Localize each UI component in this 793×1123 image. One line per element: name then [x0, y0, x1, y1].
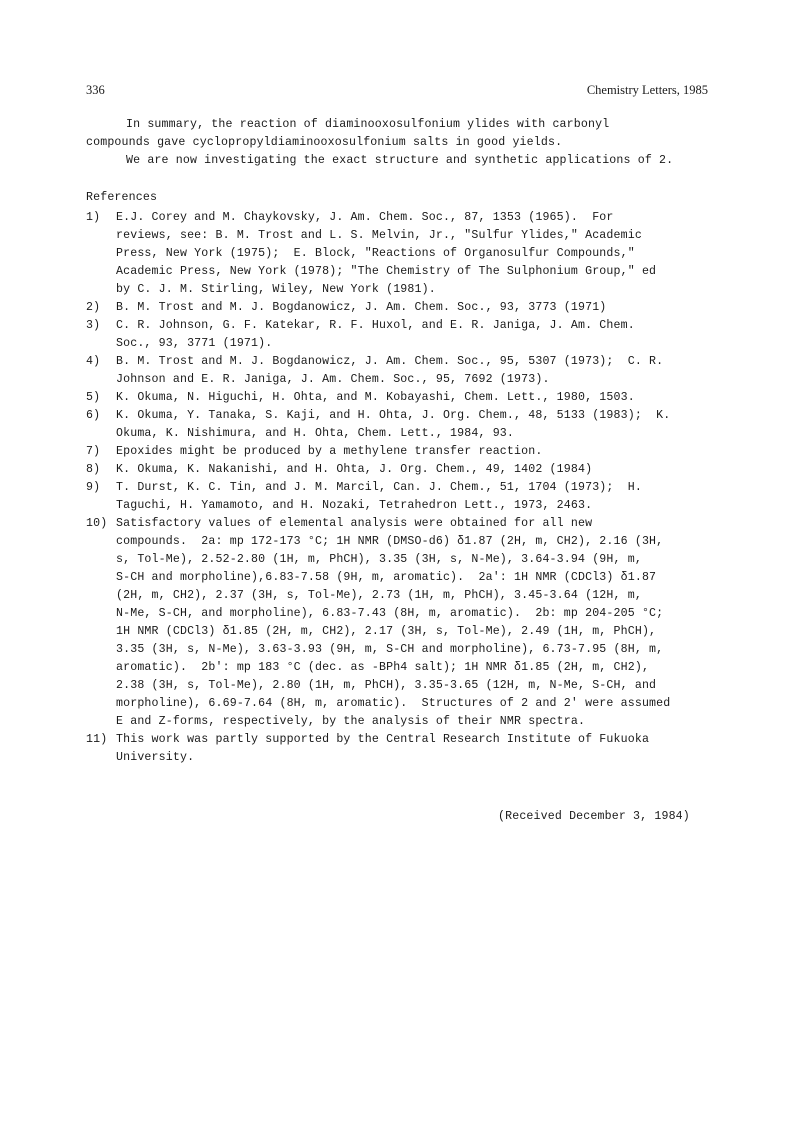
reference-line: compounds. 2a: mp 172-173 °C; 1H NMR (DMSO-d6) δ1.87 (2H, m, CH2), 2.16 (3H,: [116, 535, 664, 548]
reference-number: 9): [86, 481, 101, 494]
reference-line: 1H NMR (CDCl3) δ1.85 (2H, m, CH2), 2.17 (3H, s, Tol-Me), 2.49 (1H, m, PhCH),: [116, 625, 657, 638]
reference-line: This work was partly supported by the Central Research Institute of Fukuoka: [116, 733, 650, 746]
reference-line: Epoxides might be produced by a methylene transfer reaction.: [116, 445, 543, 458]
reference-line: C. R. Johnson, G. F. Katekar, R. F. Huxol, and E. R. Janiga, J. Am. Chem.: [116, 319, 635, 332]
reference-line: aromatic). 2b': mp 183 °C (dec. as -BPh4 salt); 1H NMR δ1.85 (2H, m, CH2),: [116, 661, 650, 674]
reference-line: B. M. Trost and M. J. Bogdanowicz, J. Am. Chem. Soc., 93, 3773 (1971): [116, 301, 607, 314]
reference-number: 3): [86, 319, 101, 332]
reference-line: T. Durst, K. C. Tin, and J. M. Marcil, Can. J. Chem., 51, 1704 (1973); H.: [116, 481, 642, 494]
text-line: In summary, the reaction of diaminooxosulfonium ylides with carbonyl: [126, 118, 610, 131]
reference-line: (2H, m, CH2), 2.37 (3H, s, Tol-Me), 2.73 (1H, m, PhCH), 3.45-3.64 (12H, m,: [116, 589, 642, 602]
reference-line: by C. J. M. Stirling, Wiley, New York (1981).: [116, 283, 436, 296]
reference-number: 10): [86, 517, 108, 530]
received-date: (Received December 3, 1984): [498, 810, 690, 823]
journal-title: Chemistry Letters, 1985: [586, 83, 708, 97]
reference-line: K. Okuma, Y. Tanaka, S. Kaji, and H. Ohta, J. Org. Chem., 48, 5133 (1983); K.: [116, 409, 671, 422]
reference-number: 11): [86, 733, 108, 746]
reference-line: morpholine), 6.69-7.64 (8H, m, aromatic). Structures of 2 and 2' were assumed: [116, 697, 671, 710]
reference-number: 5): [86, 391, 101, 404]
reference-number: 6): [86, 409, 101, 422]
reference-line: Academic Press, New York (1978); "The Chemistry of The Sulphonium Group," ed: [116, 265, 657, 278]
reference-line: Soc., 93, 3771 (1971).: [116, 337, 273, 350]
reference-list: [0, 65, 793, 780]
reference-line: 2.38 (3H, s, Tol-Me), 2.80 (1H, m, PhCH), 3.35-3.65 (12H, m, N-Me, S-CH, and: [116, 679, 657, 692]
reference-number: 8): [86, 463, 101, 476]
reference-line: K. Okuma, N. Higuchi, H. Ohta, and M. Kobayashi, Chem. Lett., 1980, 1503.: [116, 391, 635, 404]
reference-line: K. Okuma, K. Nakanishi, and H. Ohta, J. Org. Chem., 49, 1402 (1984): [116, 463, 593, 476]
reference-line: University.: [116, 751, 195, 764]
reference-line: Okuma, K. Nishimura, and H. Ohta, Chem. Lett., 1984, 93.: [116, 427, 515, 440]
reference-line: N-Me, S-CH, and morpholine), 6.83-7.43 (8H, m, aromatic). 2b: mp 204-205 °C;: [116, 607, 664, 620]
reference-line: s, Tol-Me), 2.52-2.80 (1H, m, PhCH), 3.35 (3H, s, N-Me), 3.64-3.94 (9H, m,: [116, 553, 642, 566]
reference-line: Press, New York (1975); E. Block, "Reactions of Organosulfur Compounds,": [116, 247, 635, 260]
text-line: We are now investigating the exact structure and synthetic applications of 2.: [126, 154, 674, 167]
page-number: 336: [86, 83, 105, 97]
reference-line: B. M. Trost and M. J. Bogdanowicz, J. Am. Chem. Soc., 95, 5307 (1973); C. R.: [116, 355, 664, 368]
reference-number: 2): [86, 301, 101, 314]
reference-number: 7): [86, 445, 101, 458]
reference-line: reviews, see: B. M. Trost and L. S. Melvin, Jr., "Sulfur Ylides," Academic: [116, 229, 642, 242]
reference-line: E and Z-forms, respectively, by the analysis of their NMR spectra.: [116, 715, 586, 728]
page-header: [86, 83, 708, 99]
reference-number: 1): [86, 211, 101, 224]
reference-line: S-CH and morpholine),6.83-7.58 (9H, m, aromatic). 2a': 1H NMR (CDCl3) δ1.87: [116, 571, 657, 584]
text-line: compounds gave cyclopropyldiaminooxosulfonium salts in good yields.: [86, 136, 563, 149]
reference-line: Johnson and E. R. Janiga, J. Am. Chem. Soc., 95, 7692 (1973).: [116, 373, 550, 386]
reference-line: E.J. Corey and M. Chaykovsky, J. Am. Chem. Soc., 87, 1353 (1965). For: [116, 211, 614, 224]
reference-line: 3.35 (3H, s, N-Me), 3.63-3.93 (9H, m, S-CH and morpholine), 6.73-7.95 (8H, m,: [116, 643, 664, 656]
references-heading: References: [86, 191, 158, 204]
reference-number: 4): [86, 355, 101, 368]
reference-line: Satisfactory values of elemental analysis were obtained for all new: [116, 517, 593, 530]
reference-line: Taguchi, H. Yamamoto, and H. Nozaki, Tetrahedron Lett., 1973, 2463.: [116, 499, 593, 512]
